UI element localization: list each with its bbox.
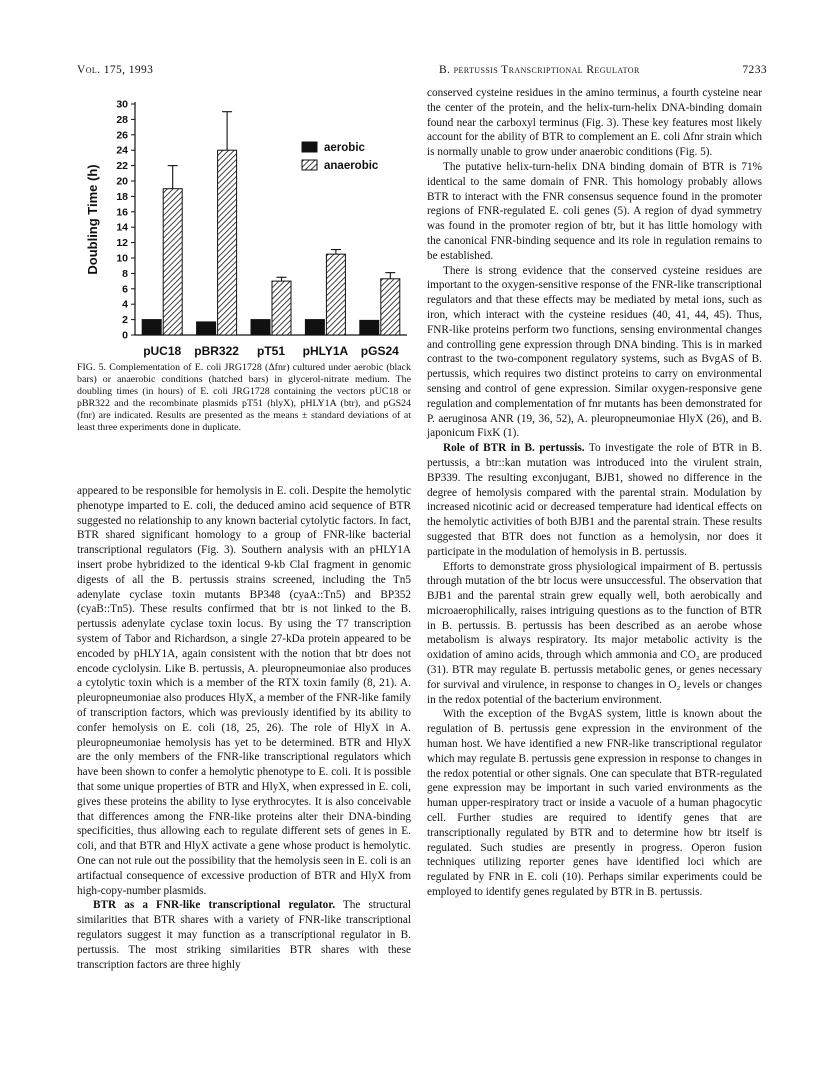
doubling-time-bar-chart — [77, 92, 411, 364]
caption-label: FIG. 5. — [77, 362, 107, 373]
paragraph — [77, 898, 411, 972]
paragraph: appeared to be responsible for hemolysis in E. coli. Despite the hemolytic phenotype imparted to E. coli, the deduced amino acid sequence of BTR suggested no relationship to any known bacterial cytolytic factors. In fact, BTR shared significant homology to a group of FNR-like bacterial transcriptional regulators (Fig. 3). Southern analysis with an pHLY1A insert probe hybridized to the identical 9-kb ClaI fragment in genomic digests of all the B. pertussis strains screened, including the Tn5 adenylate cyclase toxin mutants BP348 (cyaA::Tn5) and BP352 (cyaB::Tn5). These results confirmed that btr is not linked to the B. pertussis adenylate cyclase toxin locus. By using the T7 transcription system of Tabor and Richardson, a single 27-kDa protein appeared to be encoded by pHLY1A, again consistent with the notion that btr does not encode cyclolysin. Like B. pertussis, A. pleuropneumoniae also produces a cytolytic toxin which is a member of the RTX toxin family (8, 21). A. pleuropneumoniae also produces HlyX, a member of the FNR-like family of transcription factors, which was previously identified by its ability to confer hemolysis on E. coli (18, 25, 26). The role of HlyX in A. pleuropneumoniae hemolysis has yet to be determined. BTR and HlyX are the only members of the FNR-like transcriptional regulators which have been shown to confer a hemolytic phenotype to E. coli. It is possible that some unique properties of BTR and HlyX, when expressed in E. coli, gives these proteins the ability to lyse erythrocytes. It is also conceivable that differences among the FNR-like proteins alter their DNA-binding specificities, thus allowing each to regulate different sets of genes in E. coli, and that BTR and HlyX activate a gene whose product is hemolytic. One can not rule out the possibility that the hemolysis seen in E. coli is an artifactual consequence of excessive production of BTR and HlyX from high-copy-number plasmids. — [77, 485, 411, 897]
bar-anaerobic — [218, 150, 237, 335]
bar-anaerobic — [326, 254, 345, 335]
y-tick-label: 6 — [122, 283, 128, 296]
right-column-text — [427, 86, 762, 900]
left-column-text — [77, 484, 411, 972]
section-heading: BTR as a FNR-like transcriptional regulator. — [93, 899, 336, 912]
x-tick-label: pBR322 — [194, 344, 239, 358]
bar-aerobic — [197, 322, 216, 335]
bar-anaerobic — [163, 189, 182, 335]
y-tick-label: 2 — [122, 314, 128, 327]
bar-aerobic — [360, 320, 379, 335]
running-title: B. pertussis Transcriptional Regulator — [439, 64, 640, 76]
y-tick-label: 4 — [122, 298, 128, 311]
legend-swatch-aerobic — [302, 142, 317, 152]
paragraph: The putative helix-turn-helix DNA binding domain of BTR is 71% identical to the same domain of FNR. This homology probably allows BTR to interact with the FNR consensus sequence found in the promoter regions of FNR-regulated E. coli genes (5). A region of dyad symmetry was found in the promoter region of btr, but it has little homology with the canonical FNR-binding sequence and its role in regulation remains to be established. — [427, 160, 762, 262]
paragraph-body: The structural similarities that BTR shares with a variety of FNR-like transcriptional regulators suggest it may function as a transcriptional regulator in B. pertussis. The most striking similarities BTR shares with these transcription factors are three highly — [77, 899, 411, 971]
y-tick-label: 18 — [116, 190, 128, 203]
page-number: 7233 — [742, 64, 767, 76]
y-tick-label: 12 — [116, 237, 128, 250]
y-tick-label: 14 — [116, 221, 128, 234]
y-tick-label: 22 — [116, 160, 128, 173]
paragraph — [427, 441, 762, 559]
paragraph-body: To investigate the role of BTR in B. pertussis, a btr::kan mutation was introduced into the virulent strain, BP339. The resulting exconjugant, BJB1, showed no difference in the degree of hemolysis compared with the parental strain. Modulation by increased nicotinic acid or decreased temperature had identical effects on the hemolytic activities of both BJB1 and the parental strain. These results suggested that BTR does not function as a hemolysin, nor does it participate in the modulation of hemolysis in B. pertussis. — [427, 442, 763, 558]
y-axis-label: Doubling Time (h) — [85, 164, 100, 275]
bar-anaerobic — [381, 279, 400, 335]
y-tick-label: 28 — [116, 113, 128, 126]
legend-label-anaerobic: anaerobic — [324, 160, 379, 172]
bar-aerobic — [305, 320, 324, 335]
paragraph: conserved cysteine residues in the amino terminus, a fourth cysteine near the center of the protein, and the helix-turn-helix DNA-binding domain found near the carboxyl terminus (Fig. 3). These key features most likely account for the ability of BTR to complement an E. coli Δfnr strain which is normally unable to grow under anaerobic conditions (Fig. 5). — [427, 87, 762, 159]
paragraph: With the exception of the BvgAS system, little is known about the regulation of B. pertussis gene expression in the environment of the human host. We have identified a new FNR-like transcriptional regulator which may regulate B. pertussis gene expression in response to changes in the redox potential or other signals. One can speculate that BTR-regulated gene expression may be important in such varied environments as the human upper-respiratory tract or inside a vacuole of a human phagocytic cell. Further studies are required to identify genes that are transcriptionally regulated by BTR and to determine how btr itself is regulated. Such studies are presently in progress. Operon fusion techniques utilizing reporter genes have identified loci which are regulated by FNR in E. coli (10). Perhaps similar experiments could be employed to identify genes regulated by BTR in B. pertussis. — [427, 708, 762, 899]
caption-text: Complementation of E. coli JRG1728 (Δfnr) cultured under aerobic (black bars) or anaerobic conditions (hatched bars) in glycerol-nitrate medium. The doubling times (in hours) of E. coli JRG1728 containing the vectors pUC18 or pBR322 and the recombinate plasmids pT51 (hlyX), pHLY1A (btr), and pGS24 (fnr) are indicated. Results are presented as the means ± standard deviations of at least three experiments done in duplicate. — [77, 362, 411, 433]
y-tick-label: 0 — [122, 329, 128, 342]
y-tick-label: 16 — [116, 206, 128, 219]
y-tick-label: 26 — [116, 129, 128, 142]
y-tick-label: 30 — [116, 98, 128, 111]
bar-aerobic — [142, 320, 161, 335]
legend-label-aerobic: aerobic — [324, 142, 365, 154]
y-tick-label: 8 — [122, 267, 128, 280]
paragraph: Efforts to demonstrate gross physiological impairment of B. pertussis through mutation of the btr locus were unsuccessful. The observation that BJB1 and the parental strain grew equally well, both aerobically and microaerophilically, raises intriguing questions as to the function of BTR in B. pertussis. B. pertussis has been described as an aerobe whose metabolism is always respiratory. Its major metabolic activity is the oxidation of amino acids, through which ammonia and CO₂ are produced (31). BTR may regulate B. pertussis metabolic genes, or genes necessary for survival and virulence, in response to changes in O₂ levels or changes in the redox potential of the bacterium environment. — [427, 560, 762, 706]
y-tick-label: 20 — [116, 175, 128, 188]
x-tick-label: pT51 — [256, 344, 286, 358]
volume-label: Vol. 175, 1993 — [77, 64, 154, 76]
y-tick-label: 10 — [116, 252, 128, 265]
section-heading: Role of BTR in B. pertussis. — [443, 442, 585, 455]
bar-aerobic — [251, 320, 270, 335]
figure-5 — [77, 92, 411, 364]
paragraph: There is strong evidence that the conserved cysteine residues are important to the oxygen-sensitive response of the FNR-like transcriptional regulators and that these effects may be mediated by metal ions, such as iron, which interact with the cysteine residues (40, 41, 44, 45). Thus, FNR-like proteins perform two functions, sensing environmental changes and controlling gene expression through DNA binding. This is in marked contrast to the two-component regulatory systems, such as BvgAS of B. pertussis, which requires two distinct proteins to carry on environmental sensing and control of gene expression. Similar oxygen-responsive gene regulation and complementation of fnr mutants has been demonstrated for P. aeruginosa ANR (19, 36, 52), A. pleuropneumoniae HlyX (26), and B. japonicum FixK (1). — [427, 264, 762, 440]
bar-anaerobic — [272, 281, 291, 335]
x-tick-label: pUC18 — [143, 344, 182, 358]
figure-caption — [77, 362, 411, 434]
legend-swatch-anaerobic — [302, 160, 317, 170]
x-tick-label: pGS24 — [360, 344, 399, 358]
running-header — [77, 64, 767, 82]
x-tick-label: pHLY1A — [302, 344, 349, 358]
y-tick-label: 24 — [116, 144, 128, 157]
